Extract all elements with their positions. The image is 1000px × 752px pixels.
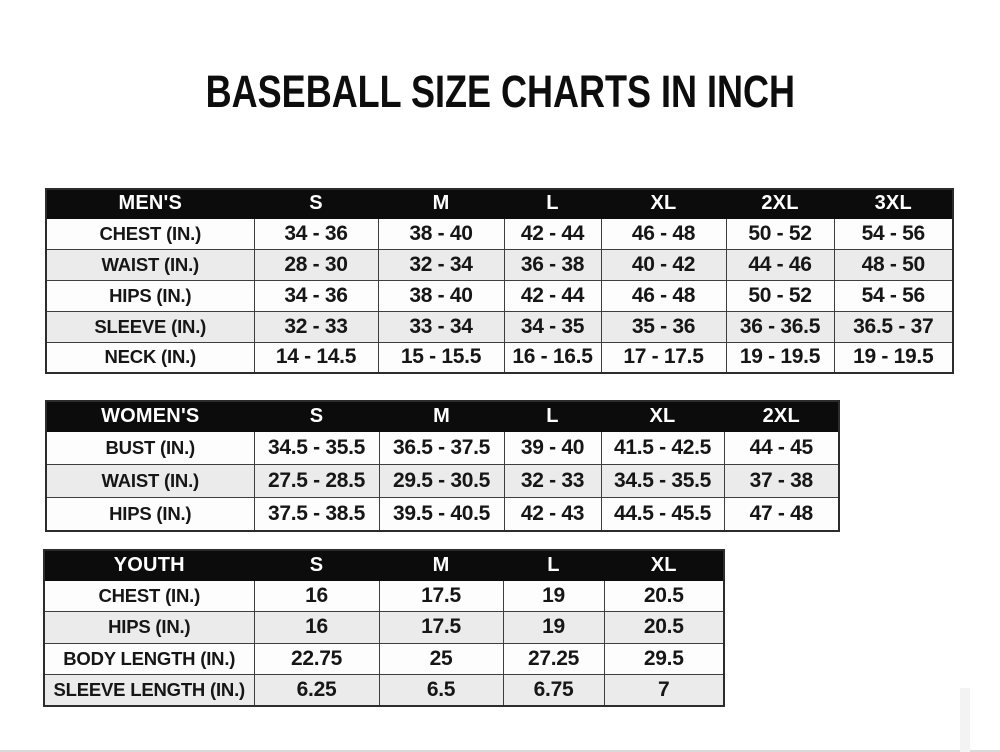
measurement-label: BUST (IN.) xyxy=(46,431,254,464)
womens-measurement-row xyxy=(46,464,839,497)
size-value-cell: 37.5 - 38.5 xyxy=(254,498,379,531)
mens-header-row xyxy=(46,189,953,218)
youth-size-column-m: M xyxy=(379,550,503,580)
youth-measurement-row xyxy=(44,675,724,707)
size-value-cell: 16 xyxy=(254,612,379,644)
womens-size-column-l: L xyxy=(504,401,601,431)
size-value-cell: 29.5 xyxy=(604,643,724,675)
size-value-cell: 28 - 30 xyxy=(254,249,378,280)
size-value-cell: 19 xyxy=(503,612,604,644)
womens-size-table xyxy=(45,400,840,532)
womens-size-column-m: M xyxy=(379,401,504,431)
youth-group-label: YOUTH xyxy=(44,550,254,580)
size-value-cell: 16 xyxy=(254,580,379,612)
size-value-cell: 41.5 - 42.5 xyxy=(601,431,724,464)
size-value-cell: 27.25 xyxy=(503,643,604,675)
mens-measurement-row xyxy=(46,311,953,342)
size-value-cell: 47 - 48 xyxy=(724,498,839,531)
size-value-cell: 54 - 56 xyxy=(834,218,953,249)
youth-table-body xyxy=(44,580,724,706)
youth-size-table xyxy=(43,549,725,707)
size-value-cell: 36.5 - 37.5 xyxy=(379,431,504,464)
size-value-cell: 36 - 38 xyxy=(504,249,601,280)
size-value-cell: 44 - 46 xyxy=(726,249,834,280)
measurement-label: HIPS (IN.) xyxy=(46,280,254,311)
size-value-cell: 42 - 43 xyxy=(504,498,601,531)
size-value-cell: 39 - 40 xyxy=(504,431,601,464)
mens-size-column-m: M xyxy=(378,189,504,218)
size-value-cell: 19 - 19.5 xyxy=(834,342,953,373)
mens-measurement-row xyxy=(46,249,953,280)
mens-size-column-2xl: 2XL xyxy=(726,189,834,218)
size-value-cell: 40 - 42 xyxy=(601,249,726,280)
size-value-cell: 38 - 40 xyxy=(378,218,504,249)
size-value-cell: 14 - 14.5 xyxy=(254,342,378,373)
size-value-cell: 20.5 xyxy=(604,612,724,644)
size-value-cell: 54 - 56 xyxy=(834,280,953,311)
mens-measurement-row xyxy=(46,280,953,311)
size-value-cell: 48 - 50 xyxy=(834,249,953,280)
womens-size-column-s: S xyxy=(254,401,379,431)
womens-size-column-xl: XL xyxy=(601,401,724,431)
youth-measurement-row xyxy=(44,612,724,644)
size-value-cell: 33 - 34 xyxy=(378,311,504,342)
womens-group-label: WOMEN'S xyxy=(46,401,254,431)
measurement-label: NECK (IN.) xyxy=(46,342,254,373)
mens-size-table xyxy=(45,188,954,374)
youth-header-row xyxy=(44,550,724,580)
size-value-cell: 36 - 36.5 xyxy=(726,311,834,342)
youth-measurement-row xyxy=(44,643,724,675)
size-value-cell: 20.5 xyxy=(604,580,724,612)
size-value-cell: 42 - 44 xyxy=(504,280,601,311)
page-title xyxy=(0,66,1000,117)
size-value-cell: 50 - 52 xyxy=(726,280,834,311)
mens-size-column-l: L xyxy=(504,189,601,218)
size-value-cell: 19 - 19.5 xyxy=(726,342,834,373)
size-value-cell: 38 - 40 xyxy=(378,280,504,311)
size-value-cell: 34 - 36 xyxy=(254,280,378,311)
measurement-label: HIPS (IN.) xyxy=(44,612,254,644)
womens-measurement-row xyxy=(46,431,839,464)
size-value-cell: 17.5 xyxy=(379,580,503,612)
size-value-cell: 46 - 48 xyxy=(601,218,726,249)
size-value-cell: 34.5 - 35.5 xyxy=(601,464,724,497)
size-value-cell: 17.5 xyxy=(379,612,503,644)
youth-table-header xyxy=(44,550,724,580)
size-value-cell: 22.75 xyxy=(254,643,379,675)
youth-size-column-s: S xyxy=(254,550,379,580)
size-value-cell: 34.5 - 35.5 xyxy=(254,431,379,464)
mens-size-column-s: S xyxy=(254,189,378,218)
size-value-cell: 15 - 15.5 xyxy=(378,342,504,373)
womens-table-body xyxy=(46,431,839,531)
scan-artifact-right-smudge xyxy=(960,688,970,752)
size-value-cell: 19 xyxy=(503,580,604,612)
womens-measurement-row xyxy=(46,498,839,531)
size-value-cell: 36.5 - 37 xyxy=(834,311,953,342)
size-value-cell: 44.5 - 45.5 xyxy=(601,498,724,531)
mens-measurement-row xyxy=(46,342,953,373)
size-value-cell: 44 - 45 xyxy=(724,431,839,464)
size-value-cell: 42 - 44 xyxy=(504,218,601,249)
measurement-label: WAIST (IN.) xyxy=(46,249,254,280)
womens-table-header xyxy=(46,401,839,431)
size-value-cell: 25 xyxy=(379,643,503,675)
measurement-label: WAIST (IN.) xyxy=(46,464,254,497)
youth-measurement-row xyxy=(44,580,724,612)
size-value-cell: 35 - 36 xyxy=(601,311,726,342)
size-value-cell: 46 - 48 xyxy=(601,280,726,311)
size-value-cell: 32 - 34 xyxy=(378,249,504,280)
mens-table-body xyxy=(46,218,953,373)
size-value-cell: 37 - 38 xyxy=(724,464,839,497)
size-value-cell: 17 - 17.5 xyxy=(601,342,726,373)
measurement-label: HIPS (IN.) xyxy=(46,498,254,531)
mens-table-header xyxy=(46,189,953,218)
size-value-cell: 39.5 - 40.5 xyxy=(379,498,504,531)
womens-size-column-2xl: 2XL xyxy=(724,401,839,431)
youth-size-column-xl: XL xyxy=(604,550,724,580)
size-value-cell: 16 - 16.5 xyxy=(504,342,601,373)
size-value-cell: 50 - 52 xyxy=(726,218,834,249)
page-title-text: BASEBALL SIZE CHARTS IN INCH xyxy=(205,66,795,117)
mens-size-column-xl: XL xyxy=(601,189,726,218)
size-value-cell: 27.5 - 28.5 xyxy=(254,464,379,497)
mens-group-label: MEN'S xyxy=(46,189,254,218)
size-value-cell: 6.25 xyxy=(254,675,379,707)
size-value-cell: 6.5 xyxy=(379,675,503,707)
womens-header-row xyxy=(46,401,839,431)
measurement-label: SLEEVE (IN.) xyxy=(46,311,254,342)
measurement-label: CHEST (IN.) xyxy=(44,580,254,612)
mens-measurement-row xyxy=(46,218,953,249)
size-value-cell: 29.5 - 30.5 xyxy=(379,464,504,497)
measurement-label: SLEEVE LENGTH (IN.) xyxy=(44,675,254,707)
size-value-cell: 7 xyxy=(604,675,724,707)
size-value-cell: 32 - 33 xyxy=(254,311,378,342)
measurement-label: BODY LENGTH (IN.) xyxy=(44,643,254,675)
size-value-cell: 6.75 xyxy=(503,675,604,707)
measurement-label: CHEST (IN.) xyxy=(46,218,254,249)
size-value-cell: 34 - 36 xyxy=(254,218,378,249)
mens-size-column-3xl: 3XL xyxy=(834,189,953,218)
size-value-cell: 32 - 33 xyxy=(504,464,601,497)
size-value-cell: 34 - 35 xyxy=(504,311,601,342)
youth-size-column-l: L xyxy=(503,550,604,580)
